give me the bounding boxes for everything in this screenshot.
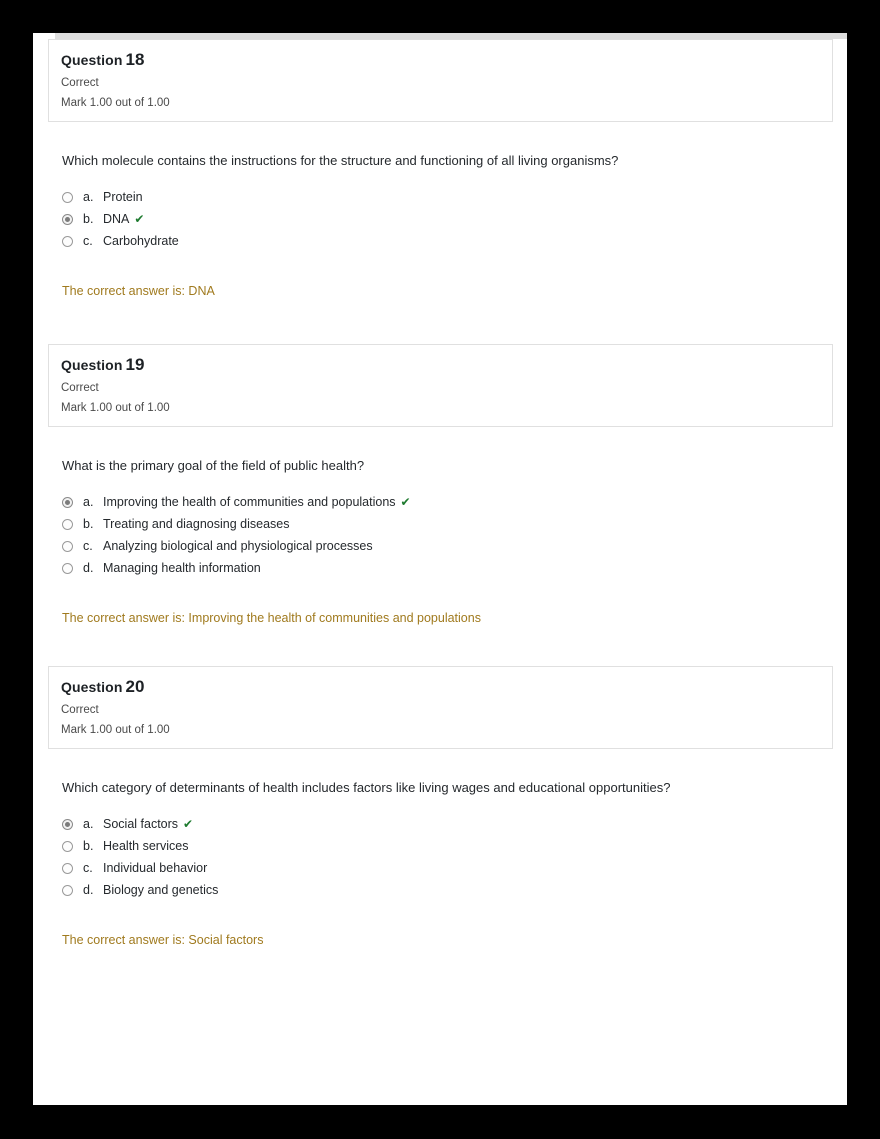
answer-options <box>62 817 847 897</box>
answer-radio[interactable] <box>62 885 73 896</box>
answer-letter: c. <box>83 539 93 553</box>
question-mark: Mark 1.00 out of 1.00 <box>61 97 170 109</box>
answer-option[interactable] <box>62 839 847 853</box>
answer-option[interactable] <box>62 190 847 204</box>
question-header <box>48 666 833 749</box>
question-title <box>61 355 820 375</box>
question-block <box>33 39 847 298</box>
answer-radio[interactable] <box>62 841 73 852</box>
answer-text: Improving the health of communities and populations <box>103 495 396 509</box>
question-spacer <box>33 625 847 666</box>
answer-letter: b. <box>83 839 94 853</box>
question-state: Correct <box>61 704 99 716</box>
correct-check-icon: ✔ <box>400 495 411 509</box>
question-header <box>48 39 833 122</box>
answer-radio[interactable] <box>62 519 73 530</box>
answer-radio[interactable] <box>62 819 73 830</box>
correct-answer-feedback: The correct answer is: DNA <box>62 284 215 298</box>
answer-text: Managing health information <box>103 561 261 575</box>
answer-radio[interactable] <box>62 541 73 552</box>
quiz-questions-container <box>33 39 847 988</box>
question-state: Correct <box>61 382 99 394</box>
question-title <box>61 50 820 70</box>
answer-letter: c. <box>83 234 93 248</box>
answer-letter: d. <box>83 561 94 575</box>
question-header <box>48 344 833 427</box>
answer-option[interactable] <box>62 539 847 553</box>
question-block <box>33 344 847 625</box>
question-label: Question <box>61 679 123 695</box>
answer-radio[interactable] <box>62 214 73 225</box>
answer-options <box>62 495 847 575</box>
answer-text: Biology and genetics <box>103 883 219 897</box>
question-number: 19 <box>125 355 145 374</box>
question-mark: Mark 1.00 out of 1.00 <box>61 724 170 736</box>
answer-option[interactable] <box>62 212 847 226</box>
answer-option[interactable] <box>62 861 847 875</box>
correct-answer-feedback: The correct answer is: Improving the health of communities and populations <box>62 611 481 625</box>
question-text: Which category of determinants of health includes factors like living wages and educational opportunities? <box>62 780 671 795</box>
answer-options <box>62 190 847 248</box>
answer-text: Treating and diagnosing diseases <box>103 517 290 531</box>
question-block <box>33 666 847 947</box>
answer-option[interactable] <box>62 517 847 531</box>
question-text: Which molecule contains the instructions for the structure and functioning of all living organisms? <box>62 153 619 168</box>
answer-option[interactable] <box>62 817 847 831</box>
answer-radio[interactable] <box>62 192 73 203</box>
quiz-review-page <box>33 33 847 1105</box>
answer-text: Analyzing biological and physiological processes <box>103 539 373 553</box>
answer-option[interactable] <box>62 561 847 575</box>
answer-letter: a. <box>83 190 94 204</box>
answer-letter: d. <box>83 883 94 897</box>
question-number: 18 <box>125 50 145 69</box>
answer-radio[interactable] <box>62 236 73 247</box>
question-mark: Mark 1.00 out of 1.00 <box>61 402 170 414</box>
answer-option[interactable] <box>62 234 847 248</box>
answer-letter: b. <box>83 212 94 226</box>
answer-radio[interactable] <box>62 497 73 508</box>
correct-check-icon: ✔ <box>134 212 145 226</box>
answer-text: Social factors <box>103 817 179 831</box>
answer-text: Carbohydrate <box>103 234 179 248</box>
question-text: What is the primary goal of the field of public health? <box>62 458 365 473</box>
answer-letter: c. <box>83 861 93 875</box>
answer-letter: a. <box>83 495 94 509</box>
question-title <box>61 677 820 697</box>
answer-text: Individual behavior <box>103 861 208 875</box>
question-spacer <box>33 947 847 988</box>
question-body <box>33 153 847 298</box>
answer-radio[interactable] <box>62 863 73 874</box>
answer-text: Protein <box>103 190 143 204</box>
correct-answer-feedback: The correct answer is: Social factors <box>62 933 264 947</box>
answer-option[interactable] <box>62 495 847 509</box>
answer-letter: a. <box>83 817 94 831</box>
answer-radio[interactable] <box>62 563 73 574</box>
answer-text: Health services <box>103 839 189 853</box>
question-body <box>33 458 847 625</box>
question-body <box>33 780 847 947</box>
answer-option[interactable] <box>62 883 847 897</box>
question-label: Question <box>61 52 123 68</box>
question-state: Correct <box>61 77 99 89</box>
question-number: 20 <box>125 677 145 696</box>
answer-text: DNA <box>103 212 130 226</box>
question-spacer <box>33 298 847 344</box>
question-label: Question <box>61 357 123 373</box>
correct-check-icon: ✔ <box>183 817 194 831</box>
answer-letter: b. <box>83 517 94 531</box>
